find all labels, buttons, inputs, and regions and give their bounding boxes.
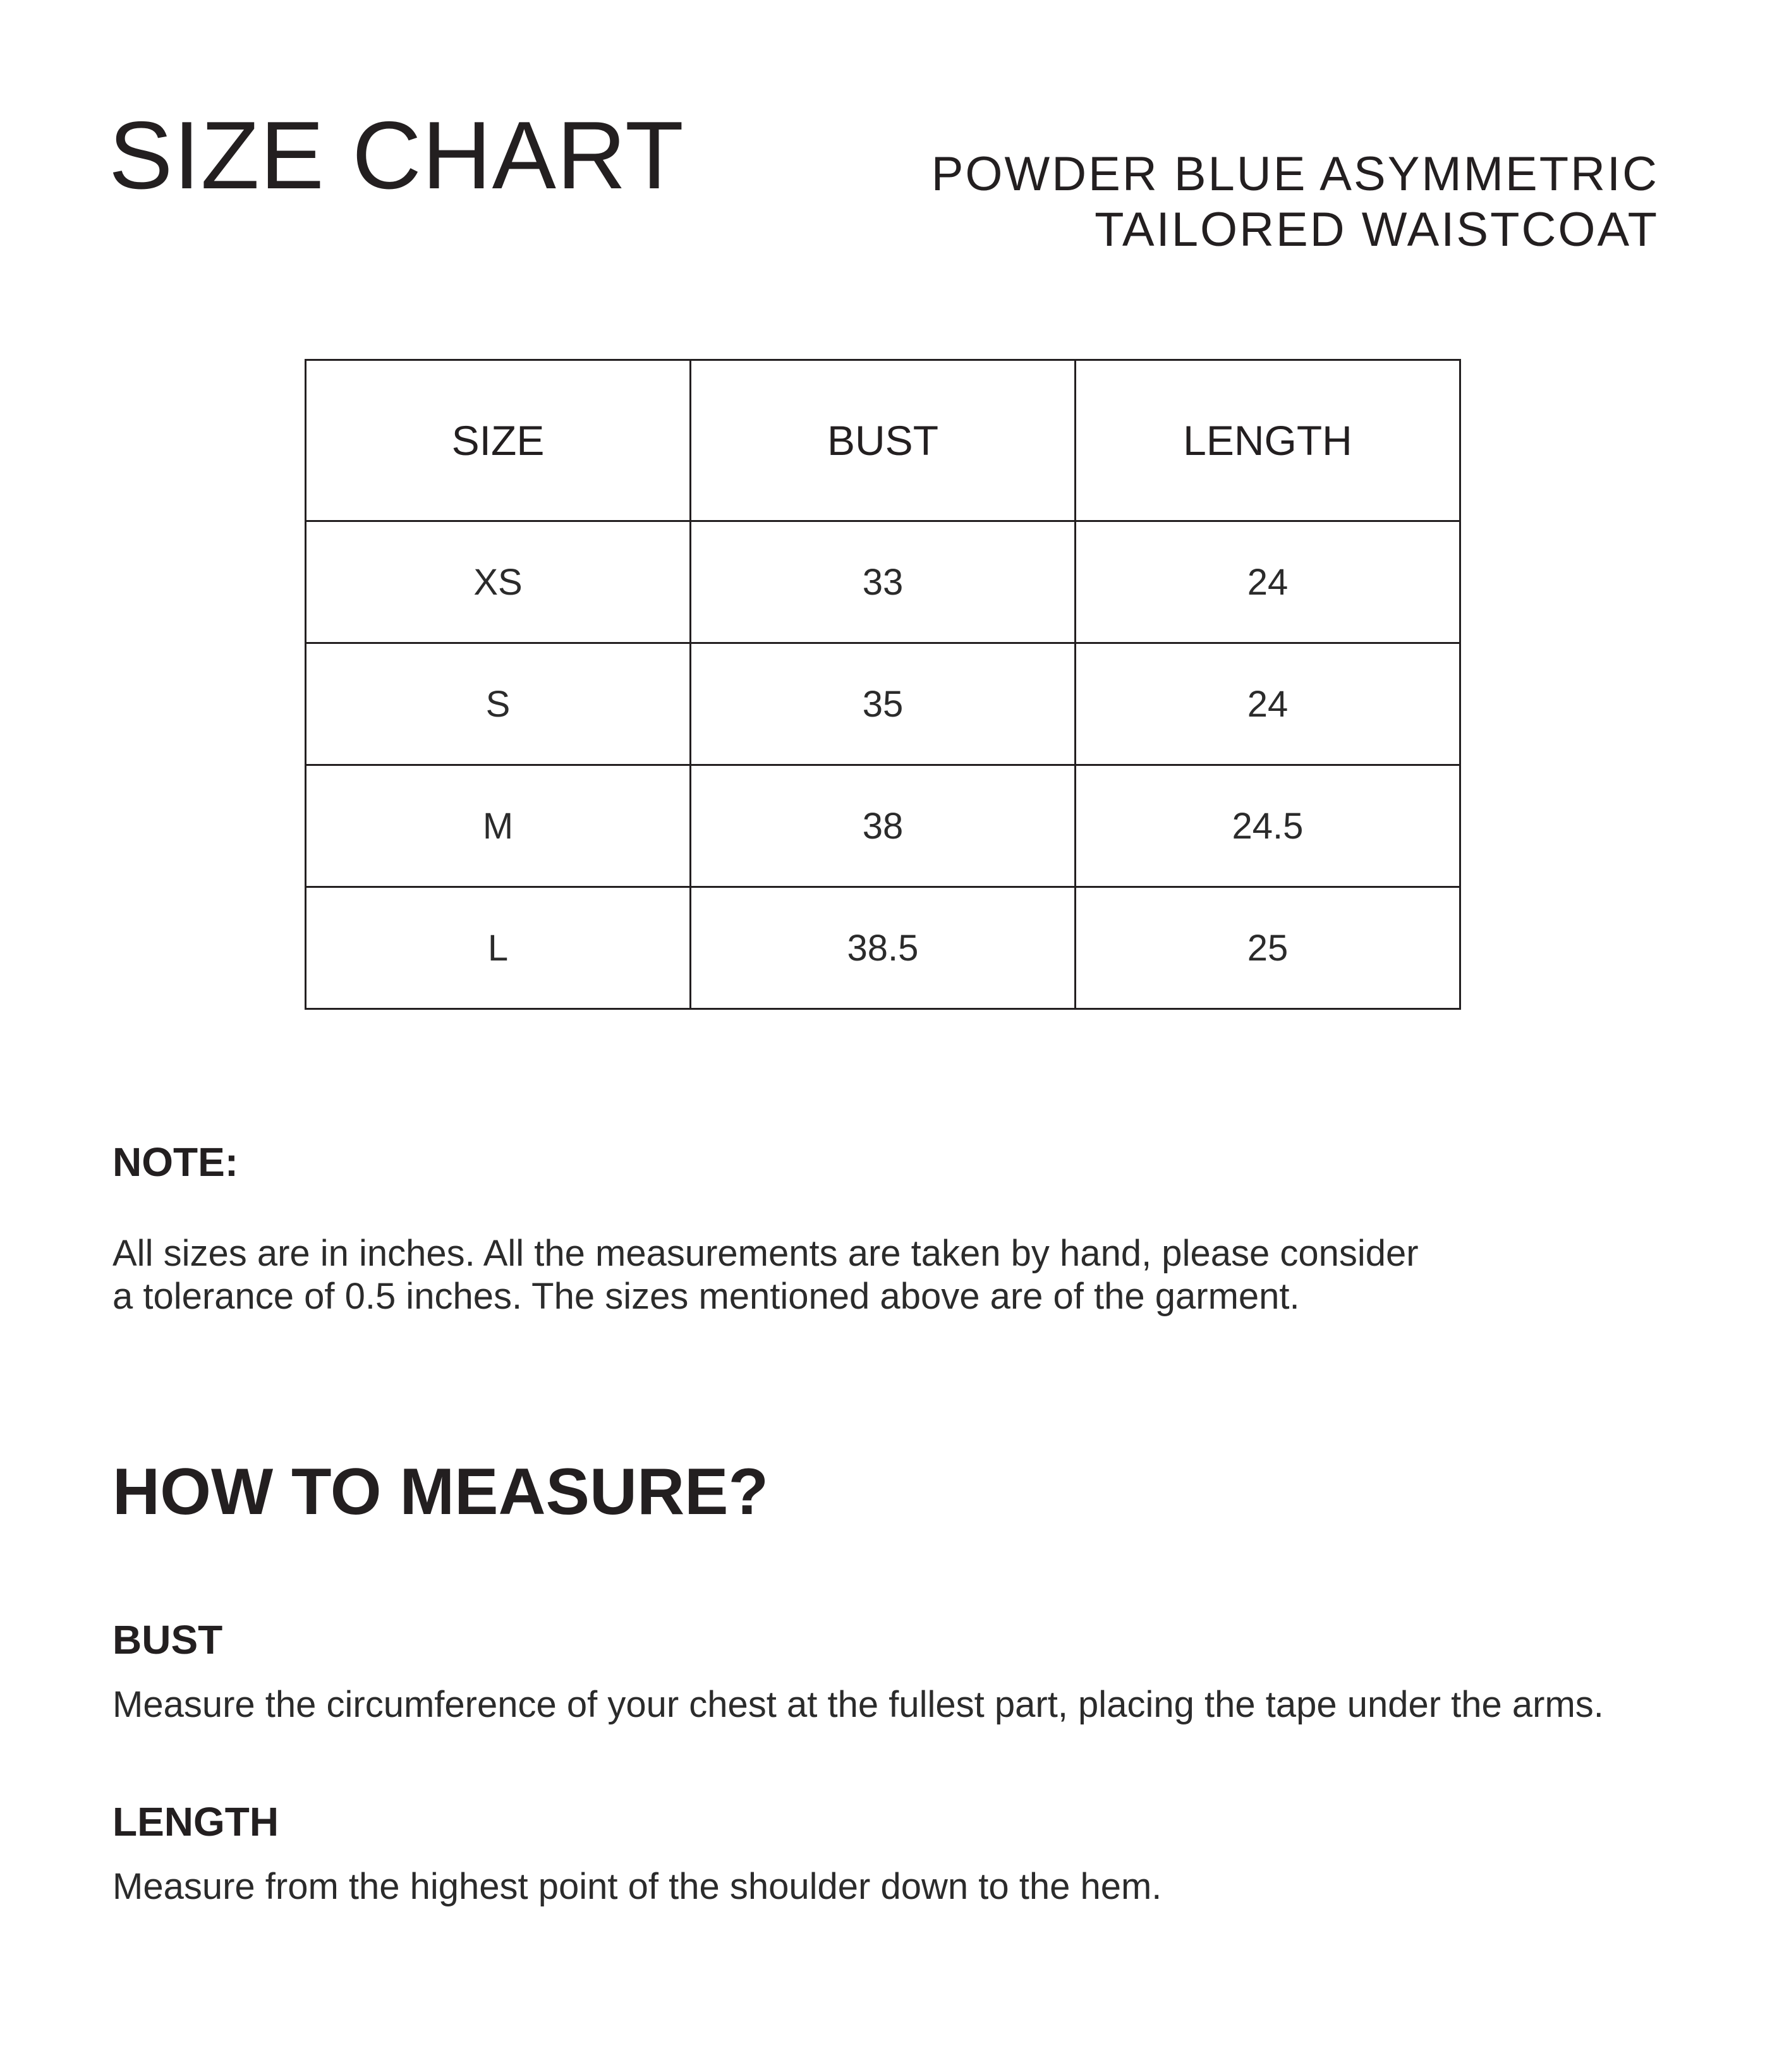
length-heading: LENGTH — [112, 1799, 279, 1845]
column-header-bust: BUST — [691, 360, 1076, 521]
cell-size: L — [306, 887, 691, 1009]
table-row — [306, 887, 1460, 1009]
cell-length: 24.5 — [1076, 765, 1460, 887]
how-to-measure-heading: HOW TO MEASURE? — [112, 1455, 769, 1529]
table-header-row — [306, 360, 1460, 521]
note-text-line-2: a tolerance of 0.5 inches. The sizes mentioned above are of the garment. — [112, 1276, 1300, 1317]
cell-size: M — [306, 765, 691, 887]
cell-length: 24 — [1076, 521, 1460, 643]
product-name-line-1: POWDER BLUE ASYMMETRIC — [931, 147, 1659, 201]
note-text-line-1: All sizes are in inches. All the measurements are taken by hand, please consider — [112, 1233, 1419, 1274]
cell-length: 25 — [1076, 887, 1460, 1009]
cell-bust: 33 — [691, 521, 1076, 643]
table-row — [306, 521, 1460, 643]
table-row — [306, 765, 1460, 887]
bust-heading: BUST — [112, 1617, 223, 1663]
table-row — [306, 643, 1460, 765]
column-header-length: LENGTH — [1076, 360, 1460, 521]
cell-bust: 38 — [691, 765, 1076, 887]
column-header-size: SIZE — [306, 360, 691, 521]
page-title: SIZE CHART — [109, 102, 684, 209]
cell-size: XS — [306, 521, 691, 643]
note-heading: NOTE: — [112, 1139, 239, 1185]
length-instructions: Measure from the highest point of the shoulder down to the hem. — [112, 1866, 1162, 1907]
bust-instructions: Measure the circumference of your chest at the fullest part, placing the tape under the arms. — [112, 1684, 1604, 1725]
cell-bust: 35 — [691, 643, 1076, 765]
size-table — [305, 359, 1461, 1010]
cell-size: S — [306, 643, 691, 765]
cell-length: 24 — [1076, 643, 1460, 765]
product-name-line-2: TAILORED WAISTCOAT — [1095, 203, 1659, 257]
product-name — [931, 147, 1659, 258]
cell-bust: 38.5 — [691, 887, 1076, 1009]
note-text — [112, 1232, 1566, 1318]
